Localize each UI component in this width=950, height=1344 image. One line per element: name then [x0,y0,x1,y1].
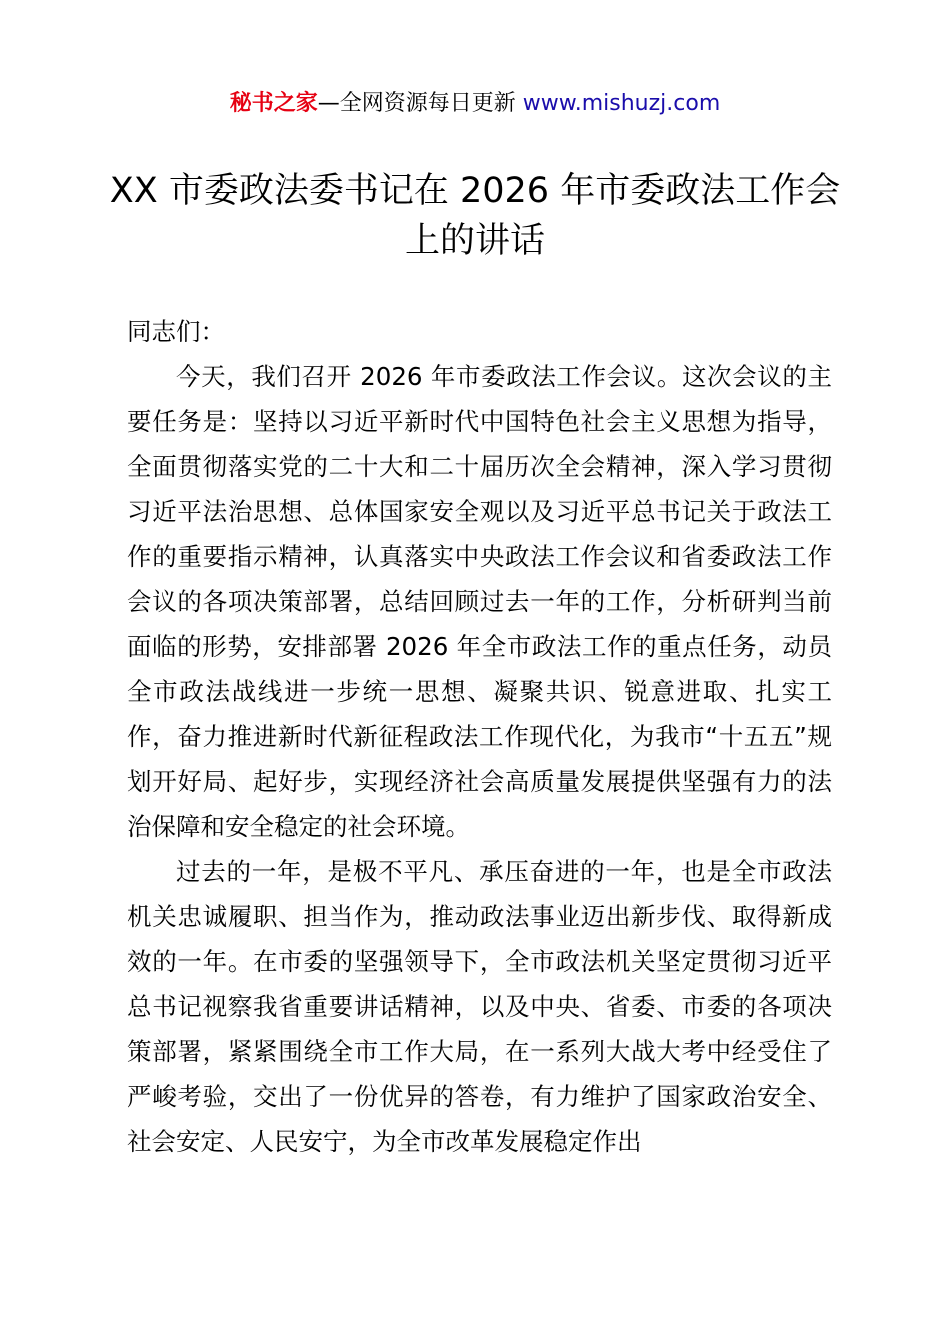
brand-name: 秘书之家 [229,91,318,116]
salutation: 同志们： [127,317,225,346]
header-tagline: —全网资源每日更新 [317,91,516,116]
site-header [0,88,950,120]
document-title: XX 市委政法委书记在 2026 年市委政法工作会上的讲话 [109,171,841,261]
paragraph-2: 过去的一年，是极不平凡、承压奋进的一年，也是全市政法机关忠诚履职、担当作为，推动政法事业迈出新步伐、取得新成效的一年。在市委的坚强领导下，全市政法机关坚定贯彻习近平总书记视察我省重要讲话精神，以及中央、省委、市委的各项决策部署，紧紧围绕全市工作大局，在一系列大战大考中经受住了严峻考验，交出了一份优异的答卷，有力维护了国家政治安全、社会安定、人民安宁，为全市改革发展稳定作出 [127,857,832,1156]
site-url-link[interactable]: www.mishuzj.com [522,91,721,116]
paragraph-1: 今天，我们召开 2026 年市委政法工作会议。这次会议的主要任务是：坚持以习近平新时代中国特色社会主义思想为指导，全面贯彻落实党的二十大和二十届历次全会精神，深入学习贯彻习近平法治思想、总体国家安全观以及习近平总书记关于政法工作的重要指示精神，认真落实中央政法工作会议和省委政法工作会议的各项决策部署，总结回顾过去一年的工作，分析研判当前面临的形势，安排部署 2026 年全市政法工作的重点任务，动员全市政法战线进一步统一思想、凝聚共识、锐意进取、扎实工作，奋力推进新时代新征程政法工作现代化，为我市“十五五”规划开好局、起好步，实现经济社会高质量发展提供坚强有力的法治保障和安全稳定的社会环境。 [127,362,832,841]
document-body [127,309,832,1164]
